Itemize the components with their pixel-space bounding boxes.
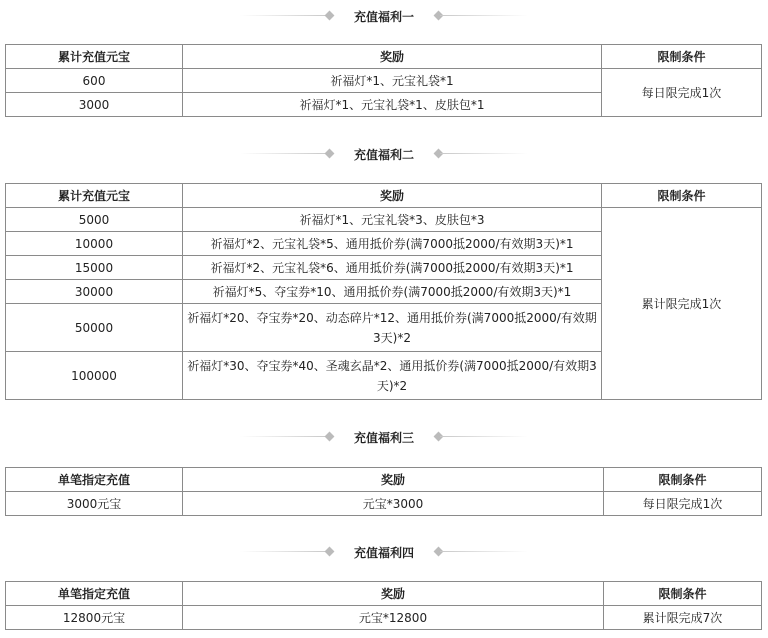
table-row	[6, 606, 762, 630]
reward-cell: 祈福灯*20、夺宝券*20、动态碎片*12、通用抵价券(满7000抵2000/有效期3天)*2	[183, 304, 602, 352]
reward-cell: 祈福灯*2、元宝礼袋*5、通用抵价券(满7000抵2000/有效期3天)*1	[183, 232, 602, 256]
column-header-amount: 单笔指定充值	[6, 582, 183, 606]
diamond-icon	[325, 547, 335, 557]
condition-cell: 累计限完成1次	[602, 208, 762, 400]
column-header-condition: 限制条件	[602, 184, 762, 208]
reward-cell: 祈福灯*5、夺宝券*10、通用抵价券(满7000抵2000/有效期3天)*1	[183, 280, 602, 304]
section-heading: 充值福利二	[353, 148, 414, 162]
column-header-reward: 奖励	[183, 184, 602, 208]
reward-cell: 元宝*12800	[183, 606, 604, 630]
table-header-row	[6, 468, 762, 492]
amount-cell: 15000	[6, 256, 183, 280]
diamond-icon	[325, 432, 335, 442]
amount-cell: 5000	[6, 208, 183, 232]
reward-table-1	[5, 44, 762, 117]
divider-line-right	[440, 436, 528, 437]
reward-cell: 元宝*3000	[183, 492, 604, 516]
reward-cell: 祈福灯*2、元宝礼袋*6、通用抵价券(满7000抵2000/有效期3天)*1	[183, 256, 602, 280]
diamond-icon	[325, 11, 335, 21]
divider-line-left	[240, 153, 328, 154]
section-heading: 充值福利一	[353, 10, 414, 24]
table-row	[6, 208, 762, 232]
section-heading: 充值福利四	[353, 546, 414, 560]
amount-cell: 10000	[6, 232, 183, 256]
column-header-condition: 限制条件	[604, 468, 762, 492]
section-title-2	[0, 144, 768, 164]
divider-line-right	[440, 153, 528, 154]
section-heading: 充值福利三	[353, 431, 414, 445]
column-header-amount: 累计充值元宝	[6, 184, 183, 208]
table-header-row	[6, 582, 762, 606]
column-header-reward: 奖励	[183, 582, 604, 606]
diamond-icon	[325, 149, 335, 159]
column-header-reward: 奖励	[183, 468, 604, 492]
condition-cell: 累计限完成7次	[604, 606, 762, 630]
divider-line-left	[240, 436, 328, 437]
reward-cell: 祈福灯*1、元宝礼袋*1、皮肤包*1	[183, 93, 602, 117]
column-header-condition: 限制条件	[602, 45, 762, 69]
amount-cell: 50000	[6, 304, 183, 352]
amount-cell: 100000	[6, 352, 183, 400]
amount-cell: 30000	[6, 280, 183, 304]
amount-cell: 3000元宝	[6, 492, 183, 516]
reward-cell: 祈福灯*1、元宝礼袋*3、皮肤包*3	[183, 208, 602, 232]
condition-cell: 每日限完成1次	[604, 492, 762, 516]
amount-cell: 12800元宝	[6, 606, 183, 630]
amount-cell: 600	[6, 69, 183, 93]
divider-line-left	[240, 551, 328, 552]
section-title-1	[0, 6, 768, 26]
condition-cell: 每日限完成1次	[602, 69, 762, 117]
amount-cell: 3000	[6, 93, 183, 117]
reward-table-3	[5, 467, 762, 516]
table-header-row	[6, 184, 762, 208]
table-row	[6, 492, 762, 516]
divider-line-left	[240, 15, 328, 16]
reward-cell: 祈福灯*30、夺宝券*40、圣魂玄晶*2、通用抵价券(满7000抵2000/有效期3天)*2	[183, 352, 602, 400]
column-header-reward: 奖励	[183, 45, 602, 69]
table-header-row	[6, 45, 762, 69]
column-header-condition: 限制条件	[604, 582, 762, 606]
section-title-3	[0, 427, 768, 447]
section-title-4	[0, 542, 768, 562]
reward-table-2	[5, 183, 762, 400]
divider-line-right	[440, 15, 528, 16]
reward-cell: 祈福灯*1、元宝礼袋*1	[183, 69, 602, 93]
reward-table-4	[5, 581, 762, 630]
divider-line-right	[440, 551, 528, 552]
table-row	[6, 69, 762, 93]
column-header-amount: 累计充值元宝	[6, 45, 183, 69]
column-header-amount: 单笔指定充值	[6, 468, 183, 492]
